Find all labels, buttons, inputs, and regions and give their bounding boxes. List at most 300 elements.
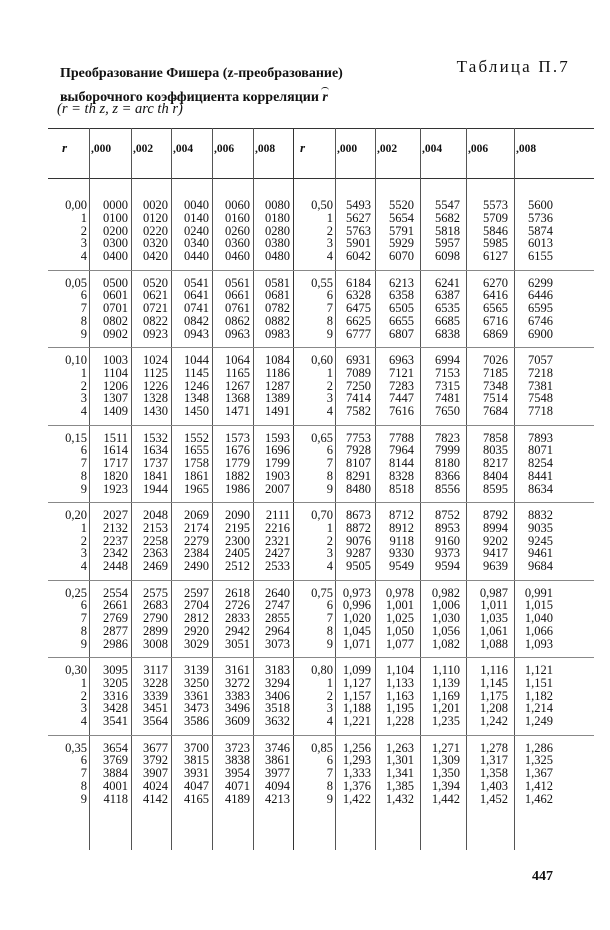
table-cell: 2661 (103, 598, 128, 613)
table-cell: 3496 (225, 701, 250, 716)
row-key-right: 6 (326, 598, 333, 613)
table-cell: 8180 (435, 456, 460, 471)
row-key-left: 3 (80, 236, 87, 251)
table-cell: 8994 (483, 520, 508, 535)
table-cell: 1,088 (479, 636, 508, 651)
table-top-rule (48, 128, 594, 129)
row-key-right: 6 (326, 753, 333, 768)
table-cell: 2986 (103, 636, 128, 651)
table-cell: 1841 (143, 468, 168, 483)
header-col-left: ,002 (133, 143, 154, 155)
row-key-left: 9 (80, 791, 87, 806)
row-key-right: 1 (326, 675, 333, 690)
table-cell: 2490 (184, 559, 209, 574)
table-cell: 2597 (184, 585, 209, 600)
table-cell: 1389 (265, 391, 290, 406)
row-key-right: 4 (326, 249, 333, 264)
table-cell: 1409 (103, 404, 128, 419)
block-separator (48, 270, 594, 271)
table-cell: 1,278 (479, 740, 508, 755)
table-cell: 1,235 (431, 714, 460, 729)
table-cell: 6127 (483, 249, 508, 264)
row-key-left: 0,05 (65, 275, 87, 290)
row-key-right: 1 (326, 520, 333, 535)
table-cell: 6328 (346, 288, 371, 303)
table-cell: 6241 (435, 275, 460, 290)
table-cell: 1,116 (480, 663, 508, 677)
table-cell: 0320 (143, 236, 168, 251)
table-cell: 5957 (435, 236, 460, 251)
table-cell: 7928 (346, 443, 371, 458)
table-cell: 3073 (265, 636, 290, 651)
table-cell: 0160 (225, 210, 250, 225)
table-cell: 2405 (225, 546, 250, 561)
table-cell: 3792 (143, 753, 168, 768)
table-cell: 0180 (265, 210, 290, 225)
table-cell: 8832 (528, 508, 553, 522)
table-cell: 2790 (143, 611, 168, 626)
table-cell: 1696 (265, 443, 290, 458)
table-cell: 2174 (184, 520, 209, 535)
table-cell: 2132 (103, 520, 128, 535)
row-key-left: 2 (80, 378, 87, 393)
table-cell: 6777 (346, 326, 371, 341)
table-cell: 2195 (225, 520, 250, 535)
table-cell: 1,163 (385, 688, 414, 703)
table-cell: 0561 (225, 275, 250, 290)
row-key-left: 1 (80, 210, 87, 225)
table-cell: 2427 (265, 546, 290, 561)
table-cell: 1,071 (342, 636, 371, 651)
formula-r-hat-2: r (172, 101, 178, 117)
row-key-right: 3 (326, 236, 333, 251)
table-cell: 0220 (143, 223, 168, 238)
table-cell: 1511 (103, 430, 128, 445)
row-key-right: 9 (326, 636, 333, 651)
table-cell: 2279 (184, 533, 209, 548)
table-cell: 7964 (389, 443, 414, 458)
table-cell: 0020 (143, 198, 168, 212)
row-key-right: 7 (326, 456, 333, 471)
table-cell: 0240 (184, 223, 209, 238)
table-cell: 4071 (225, 778, 250, 793)
table-cell: 6387 (435, 288, 460, 303)
table-cell: 2384 (184, 546, 209, 561)
table-cell: 3139 (184, 663, 209, 677)
block-separator (48, 425, 594, 426)
table-cell: 1,133 (385, 675, 414, 690)
header-col-left: ,000 (91, 143, 112, 155)
table-cell: 6042 (346, 249, 371, 264)
table-cell: 3815 (184, 753, 209, 768)
table-cell: 8035 (483, 443, 508, 458)
fisher-table (48, 128, 594, 850)
table-cell: 7514 (483, 391, 508, 406)
table-cell: 1,188 (342, 701, 371, 716)
table-cell: 4118 (103, 791, 128, 806)
header-col-right: ,000 (337, 143, 358, 155)
table-cell: 1226 (143, 378, 168, 393)
table-cell: 2855 (265, 611, 290, 626)
row-key-left: 4 (80, 559, 87, 574)
table-cell: 1,333 (342, 766, 371, 781)
table-cell: 2640 (265, 585, 290, 600)
table-cell: 1,309 (431, 753, 460, 768)
table-cell: 1,030 (431, 611, 460, 626)
row-key-right: 9 (326, 326, 333, 341)
table-cell: 1287 (265, 378, 290, 393)
table-cell: 0400 (103, 249, 128, 264)
table-cell: 3117 (143, 663, 168, 677)
table-cell: 2258 (143, 533, 168, 548)
table-cell: 1450 (184, 404, 209, 419)
table-cell: 1,394 (431, 778, 460, 793)
table-cell: 1003 (103, 353, 128, 367)
table-cell: 6655 (389, 313, 414, 328)
table-cell: 0060 (225, 198, 250, 212)
table-cell: 0200 (103, 223, 128, 238)
row-key-right: 8 (326, 778, 333, 793)
table-cell: 2877 (103, 623, 128, 638)
table-cell: 1634 (143, 443, 168, 458)
table-cell: 9417 (483, 546, 508, 561)
table-cell: 3473 (184, 701, 209, 716)
table-cell: 7582 (346, 404, 371, 419)
row-key-left: 4 (80, 249, 87, 264)
table-cell: 1861 (184, 468, 209, 483)
table-cell: 1186 (265, 365, 290, 380)
table-cell: 2048 (143, 508, 168, 522)
table-cell: 2069 (184, 508, 209, 522)
row-key-left: 9 (80, 326, 87, 341)
row-key-left: 1 (80, 675, 87, 690)
row-key-left: 0,15 (65, 430, 87, 445)
table-cell: 7788 (389, 430, 414, 445)
table-cell: 7893 (528, 430, 553, 445)
row-key-right: 1 (326, 210, 333, 225)
table-cell: 7218 (528, 365, 553, 380)
table-cell: 3272 (225, 675, 250, 690)
row-key-right: 6 (326, 443, 333, 458)
table-cell: 2942 (225, 623, 250, 638)
table-cell: 1125 (143, 365, 168, 380)
table-cell: 2812 (184, 611, 209, 626)
table-cell: 0460 (225, 249, 250, 264)
table-cell: 0902 (103, 326, 128, 341)
table-cell: 2704 (184, 598, 209, 613)
table-cell: 4142 (143, 791, 168, 806)
row-key-left: 0,10 (65, 353, 87, 367)
table-title-line1: Преобразование Фишера (z-преобразование) (60, 66, 343, 81)
table-cell: 3316 (103, 688, 128, 703)
table-cell: 1,462 (524, 791, 553, 806)
table-cell: 7315 (435, 378, 460, 393)
table-cell: 1,157 (342, 688, 371, 703)
header-col-left: ,008 (255, 143, 276, 155)
table-cell: 5573 (483, 198, 508, 212)
table-cell: 7447 (389, 391, 414, 406)
table-cell: 3838 (225, 753, 250, 768)
row-key-left: 3 (80, 701, 87, 716)
table-cell: 1,325 (524, 753, 553, 768)
table-cell: 3564 (143, 714, 168, 729)
table-cell: 9287 (346, 546, 371, 561)
table-cell: 7753 (346, 430, 371, 445)
table-cell: 6963 (389, 353, 414, 367)
table-cell: 2216 (265, 520, 290, 535)
table-cell: 0120 (143, 210, 168, 225)
row-key-left: 4 (80, 404, 87, 419)
row-key-right: 3 (326, 391, 333, 406)
table-cell: 7481 (435, 391, 460, 406)
table-cell: 3228 (143, 675, 168, 690)
table-cell: 9594 (435, 559, 460, 574)
table-cell: 1614 (103, 443, 128, 458)
header-col-right: ,008 (516, 143, 537, 155)
table-cell: 3339 (143, 688, 168, 703)
table-cell: 2575 (143, 585, 168, 600)
table-cell: 0100 (103, 210, 128, 225)
table-cell: 2618 (225, 585, 250, 600)
table-cell: 1,082 (431, 636, 460, 651)
table-cell: 6358 (389, 288, 414, 303)
table-cell: 1,056 (431, 623, 460, 638)
table-cell: 1206 (103, 378, 128, 393)
row-key-left: 7 (80, 611, 87, 626)
table-cell: 1,077 (385, 636, 414, 651)
row-key-right: 4 (326, 559, 333, 574)
row-key-right: 4 (326, 714, 333, 729)
table-cell: 3051 (225, 636, 250, 651)
table-cell: 3723 (225, 740, 250, 755)
table-cell: 1,182 (524, 688, 553, 703)
table-cell: 1,201 (431, 701, 460, 716)
table-cell: 1,412 (524, 778, 553, 793)
table-cell: 2964 (265, 623, 290, 638)
block-separator (48, 502, 594, 503)
table-cell: 5709 (483, 210, 508, 225)
table-cell: 0641 (184, 288, 209, 303)
table-cell: 3907 (143, 766, 168, 781)
row-key-left: 2 (80, 533, 87, 548)
block-separator (48, 580, 594, 581)
table-cell: 8144 (389, 456, 414, 471)
formula-r-hat: r (61, 101, 68, 117)
table-cell: 1,249 (524, 714, 553, 729)
row-key-right: 0,70 (311, 508, 333, 522)
table-cell: 1593 (265, 430, 290, 445)
table-cell: 8328 (389, 468, 414, 483)
block-separator (48, 347, 594, 348)
table-cell: 8480 (346, 481, 371, 496)
table-label: Таблица П.7 (456, 57, 570, 76)
table-cell: 5682 (435, 210, 460, 225)
table-cell: 7999 (435, 443, 460, 458)
row-key-left: 4 (80, 714, 87, 729)
table-header-rule (48, 178, 594, 179)
table-cell: 6535 (435, 301, 460, 316)
table-cell: 3861 (265, 753, 290, 768)
table-cell: 2769 (103, 611, 128, 626)
table-cell: 1,403 (479, 778, 508, 793)
table-cell: 2321 (265, 533, 290, 548)
row-key-left: 3 (80, 391, 87, 406)
table-cell: 1,301 (385, 753, 414, 768)
table-cell: 7650 (435, 404, 460, 419)
table-cell: 2469 (143, 559, 168, 574)
table-cell: 5763 (346, 223, 371, 238)
table-cell: 8595 (483, 481, 508, 496)
table-cell: 0862 (225, 313, 250, 328)
table-cell: 6685 (435, 313, 460, 328)
table-cell: 1,045 (342, 623, 371, 638)
table-cell: 1,341 (385, 766, 414, 781)
table-cell: 1,256 (342, 740, 371, 755)
table-cell: 5493 (346, 198, 371, 212)
table-cell: 1,385 (385, 778, 414, 793)
row-key-left: 7 (80, 301, 87, 316)
table-cell: 0,991 (524, 585, 553, 600)
table-cell: 1903 (265, 468, 290, 483)
table-cell: 1799 (265, 456, 290, 471)
table-cell: 2554 (103, 585, 128, 600)
table-cell: 7057 (528, 353, 553, 367)
table-cell: 1024 (143, 353, 168, 367)
table-cell: 1044 (184, 353, 209, 367)
table-cell: 0,978 (385, 585, 414, 600)
table-cell: 2111 (265, 508, 290, 522)
table-cell: 1,293 (342, 753, 371, 768)
row-key-right: 9 (326, 481, 333, 496)
table-cell: 2920 (184, 623, 209, 638)
table-cell: 1,271 (431, 740, 460, 755)
row-key-left: 6 (80, 598, 87, 613)
row-key-left: 8 (80, 313, 87, 328)
table-cell: 1,242 (479, 714, 508, 729)
table-cell: 3931 (184, 766, 209, 781)
table-cell: 2833 (225, 611, 250, 626)
table-cell: 1104 (103, 365, 128, 380)
table-cell: 6565 (483, 301, 508, 316)
table-cell: 1,093 (524, 636, 553, 651)
row-key-right: 7 (326, 766, 333, 781)
table-cell: 4213 (265, 791, 290, 806)
row-key-right: 2 (326, 688, 333, 703)
table-cell: 0300 (103, 236, 128, 251)
table-cell: 9245 (528, 533, 553, 548)
table-cell: 8071 (528, 443, 553, 458)
table-cell: 5791 (389, 223, 414, 238)
table-cell: 0380 (265, 236, 290, 251)
table-cell: 3183 (265, 663, 290, 677)
row-key-right: 8 (326, 623, 333, 638)
table-cell: 0420 (143, 249, 168, 264)
table-cell: 1471 (225, 404, 250, 419)
table-cell: 1,040 (524, 611, 553, 626)
table-cell: 5520 (389, 198, 414, 212)
table-cell: 0923 (143, 326, 168, 341)
table-cell: 1491 (265, 404, 290, 419)
table-cell: 0721 (143, 301, 168, 316)
table-cell: 1,228 (385, 714, 414, 729)
table-cell: 9461 (528, 546, 553, 561)
table-cell: 3205 (103, 675, 128, 690)
table-cell: 0701 (103, 301, 128, 316)
table-cell: 3518 (265, 701, 290, 716)
table-cell: 9330 (389, 546, 414, 561)
table-cell: 1,020 (342, 611, 371, 626)
table-cell: 0842 (184, 313, 209, 328)
formula-close: ) (177, 101, 183, 117)
table-cell: 2027 (103, 508, 128, 522)
row-key-left: 6 (80, 288, 87, 303)
table-cell: 7381 (528, 378, 553, 393)
table-cell: 1737 (143, 456, 168, 471)
table-cell: 1,175 (479, 688, 508, 703)
row-key-right: 9 (326, 791, 333, 806)
table-cell: 5985 (483, 236, 508, 251)
row-key-right: 4 (326, 404, 333, 419)
table-cell: 9549 (389, 559, 414, 574)
table-cell: 2363 (143, 546, 168, 561)
row-key-right: 7 (326, 301, 333, 316)
table-cell: 1,317 (479, 753, 508, 768)
table-cell: 3746 (265, 740, 290, 755)
row-key-right: 7 (326, 611, 333, 626)
table-cell: 4024 (143, 778, 168, 793)
table-cell: 1,121 (524, 663, 553, 677)
table-cell: 3769 (103, 753, 128, 768)
table-cell: 1717 (103, 456, 128, 471)
title-line2-text: выборочного коэффициента корреляции (60, 90, 319, 105)
table-cell: 7548 (528, 391, 553, 406)
table-cell: 2533 (265, 559, 290, 574)
table-cell: 3294 (265, 675, 290, 690)
row-key-right: 2 (326, 223, 333, 238)
table-cell: 8912 (389, 520, 414, 535)
table-cell: 3008 (143, 636, 168, 651)
table-cell: 4001 (103, 778, 128, 793)
table-cell: 2342 (103, 546, 128, 561)
table-cell: 1,151 (524, 675, 553, 690)
table-cell: 2090 (225, 508, 250, 522)
table-cell: 6446 (528, 288, 553, 303)
table-cell: 1,376 (342, 778, 371, 793)
table-cell: 1,195 (385, 701, 414, 716)
table-cell: 0,973 (342, 585, 371, 600)
row-key-left: 0,20 (65, 508, 87, 522)
row-key-right: 0,50 (311, 198, 333, 212)
table-cell: 8441 (528, 468, 553, 483)
table-cell: 0140 (184, 210, 209, 225)
table-cell: 6505 (389, 301, 414, 316)
table-cell: 5874 (528, 223, 553, 238)
table-cell: 6270 (483, 275, 508, 290)
table-cell: 5736 (528, 210, 553, 225)
table-cell: 9684 (528, 559, 553, 574)
table-cell: 3654 (103, 740, 128, 755)
table-cell: 1368 (225, 391, 250, 406)
table-cell: 2899 (143, 623, 168, 638)
table-cell: 0541 (184, 275, 209, 290)
table-cell: 2300 (225, 533, 250, 548)
row-key-right: 0,85 (311, 740, 333, 755)
table-cell: 6931 (346, 353, 371, 367)
table-cell: 1348 (184, 391, 209, 406)
table-cell: 6900 (528, 326, 553, 341)
table-cell: 2153 (143, 520, 168, 535)
table-cell: 0480 (265, 249, 290, 264)
